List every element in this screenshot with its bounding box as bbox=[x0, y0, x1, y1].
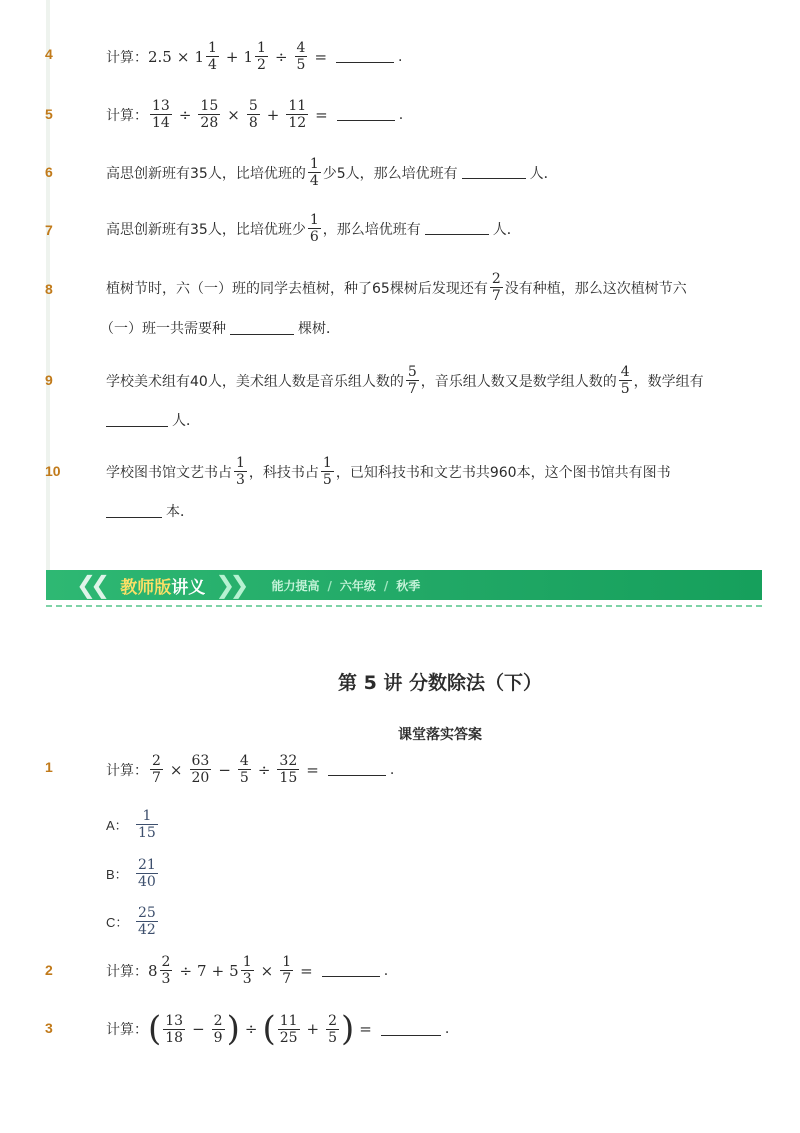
right-paren: ) bbox=[226, 1009, 240, 1049]
option-label: B： bbox=[106, 867, 128, 882]
operator: ÷ bbox=[244, 1020, 258, 1038]
text: 人． bbox=[172, 413, 200, 429]
question-text-line-2 bbox=[100, 318, 340, 338]
whole-part: 8 bbox=[148, 961, 158, 980]
answer-blank[interactable] bbox=[337, 108, 395, 121]
text: 高思创新班有35人，比培优班的 bbox=[106, 165, 306, 182]
operator: × bbox=[176, 47, 190, 66]
denominator: 15 bbox=[138, 825, 156, 841]
separator: / bbox=[383, 578, 389, 593]
banner-sub-term: 秋季 bbox=[396, 578, 421, 593]
operator: ÷ bbox=[274, 47, 288, 66]
text: （一）班一共需要种 bbox=[100, 321, 226, 337]
fraction bbox=[619, 364, 632, 397]
text: 人． bbox=[529, 165, 558, 182]
denominator: 3 bbox=[236, 472, 245, 488]
fraction bbox=[278, 1013, 300, 1046]
prefix: 计算： bbox=[106, 762, 148, 779]
denominator: 4 bbox=[309, 173, 319, 189]
answer-blank[interactable] bbox=[462, 166, 526, 179]
answer-blank[interactable] bbox=[425, 222, 489, 235]
numerator: 32 bbox=[279, 753, 298, 769]
fraction bbox=[255, 40, 268, 73]
question-text bbox=[106, 1009, 450, 1049]
denominator: 9 bbox=[213, 1029, 223, 1046]
separator: / bbox=[327, 578, 332, 593]
question-text bbox=[106, 98, 403, 131]
right-paren: ) bbox=[341, 1009, 355, 1049]
numerator: 2 bbox=[161, 954, 171, 970]
operator: = bbox=[359, 1020, 372, 1038]
denominator: 14 bbox=[152, 115, 170, 131]
left-paren: ( bbox=[148, 1009, 162, 1049]
numerator: 11 bbox=[288, 98, 307, 114]
fraction bbox=[247, 98, 260, 131]
fraction bbox=[326, 1013, 339, 1046]
option-b[interactable] bbox=[106, 857, 160, 890]
text: 棵树． bbox=[298, 321, 340, 337]
denominator: 6 bbox=[309, 229, 319, 245]
question-number: 3 bbox=[45, 1020, 53, 1036]
numerator: 5 bbox=[248, 98, 258, 114]
section-title: 课堂落实答案 bbox=[398, 727, 482, 743]
banner-subtitle bbox=[271, 577, 420, 594]
text: 少5人，那么培优班有 bbox=[322, 165, 458, 182]
banner-title-a: 教师版 bbox=[120, 577, 172, 598]
numerator: 2 bbox=[213, 1012, 223, 1029]
text: 人． bbox=[492, 221, 521, 238]
operator: + bbox=[266, 105, 280, 124]
question-text-line-1 bbox=[106, 364, 704, 397]
denominator: 7 bbox=[152, 770, 161, 786]
math-term: 2.5 bbox=[148, 47, 172, 66]
numerator: 1 bbox=[257, 40, 266, 56]
numerator: 4 bbox=[620, 364, 630, 380]
denominator: 4 bbox=[207, 57, 217, 73]
left-paren: ( bbox=[262, 1009, 276, 1049]
text: ，已知科技书和文艺书共960本，这个图书馆共有图书 bbox=[335, 464, 671, 481]
suffix: . bbox=[398, 106, 404, 123]
fraction bbox=[150, 753, 163, 786]
numerator: 4 bbox=[239, 753, 249, 769]
whole-part: 1 bbox=[243, 47, 254, 66]
banner-sub-level: 能力提高 bbox=[271, 578, 320, 593]
whole-part: 1 bbox=[194, 47, 204, 66]
question-number: 8 bbox=[45, 281, 53, 297]
fraction bbox=[163, 1013, 185, 1046]
question-text bbox=[106, 954, 388, 987]
numerator: 5 bbox=[407, 364, 417, 380]
right-chevrons-icon: ❯❯ bbox=[215, 571, 244, 599]
question-text-line-1 bbox=[106, 455, 671, 488]
option-a[interactable] bbox=[106, 808, 160, 841]
numerator: 1 bbox=[309, 156, 319, 172]
math-term: 7 bbox=[197, 961, 207, 980]
prefix: 计算： bbox=[106, 963, 148, 980]
question-number: 9 bbox=[45, 372, 53, 388]
text: ，那么培优班有 bbox=[322, 221, 421, 238]
denominator: 5 bbox=[322, 472, 332, 488]
numerator: 4 bbox=[296, 40, 306, 56]
numerator: 13 bbox=[165, 1012, 184, 1029]
fraction bbox=[136, 857, 158, 890]
answer-blank[interactable] bbox=[328, 763, 386, 776]
denominator: 5 bbox=[239, 770, 249, 786]
denominator: 15 bbox=[279, 770, 298, 786]
text: ，音乐组人数又是数学组人数的 bbox=[420, 373, 617, 390]
denominator: 5 bbox=[328, 1029, 338, 1046]
denominator: 5 bbox=[620, 381, 630, 397]
numerator: 1 bbox=[236, 455, 245, 471]
operator: ÷ bbox=[179, 961, 193, 980]
answer-blank[interactable] bbox=[322, 964, 380, 977]
fraction bbox=[286, 98, 308, 131]
question-number: 5 bbox=[45, 106, 53, 122]
fraction bbox=[295, 40, 308, 73]
question-number: 1 bbox=[45, 759, 53, 775]
option-label: A： bbox=[106, 818, 128, 833]
text: ，数学组有 bbox=[633, 373, 704, 390]
banner-title-b: 讲义 bbox=[171, 577, 206, 598]
numerator: 15 bbox=[200, 98, 219, 114]
section-banner bbox=[46, 570, 762, 600]
question-text bbox=[106, 753, 394, 786]
fraction bbox=[321, 455, 334, 488]
answer-blank[interactable] bbox=[336, 50, 394, 63]
operator: = bbox=[314, 47, 328, 66]
denominator: 20 bbox=[191, 770, 210, 786]
prefix: 计算： bbox=[106, 49, 148, 66]
operator: × bbox=[227, 105, 240, 124]
answer-blank[interactable] bbox=[106, 505, 162, 518]
question-number: 10 bbox=[45, 463, 61, 479]
dashed-divider bbox=[46, 605, 762, 607]
operator: + bbox=[225, 47, 239, 66]
denominator: 42 bbox=[138, 922, 156, 938]
banner-title bbox=[120, 573, 205, 598]
left-chevrons-icon: ❮❮ bbox=[76, 571, 105, 599]
numerator: 2 bbox=[328, 1012, 338, 1029]
question-number: 7 bbox=[45, 222, 53, 238]
question-text bbox=[106, 212, 521, 245]
fraction bbox=[308, 212, 321, 245]
numerator: 25 bbox=[138, 905, 156, 921]
operator: − bbox=[218, 760, 231, 779]
numerator: 1 bbox=[242, 954, 252, 970]
operator: = bbox=[306, 760, 319, 779]
numerator: 2 bbox=[491, 271, 501, 287]
fraction bbox=[238, 753, 251, 786]
denominator: 18 bbox=[165, 1029, 184, 1046]
prefix: 计算： bbox=[106, 107, 148, 124]
numerator: 21 bbox=[138, 857, 156, 873]
fraction bbox=[234, 455, 247, 488]
text: 没有种植，那么这次植树节六 bbox=[504, 280, 687, 297]
question-text-line-1 bbox=[106, 271, 687, 304]
fraction bbox=[212, 1013, 225, 1046]
numerator: 13 bbox=[152, 98, 170, 114]
text: 高思创新班有35人，比培优班少 bbox=[106, 221, 306, 238]
fraction bbox=[198, 98, 220, 131]
numerator: 1 bbox=[282, 954, 292, 970]
option-c[interactable] bbox=[106, 905, 160, 938]
denominator: 40 bbox=[138, 874, 156, 890]
numerator: 1 bbox=[322, 455, 332, 471]
numerator: 2 bbox=[152, 753, 161, 769]
operator: ÷ bbox=[178, 105, 192, 124]
denominator: 25 bbox=[279, 1029, 298, 1046]
fraction bbox=[406, 364, 419, 397]
fraction bbox=[241, 954, 254, 987]
answer-blank[interactable] bbox=[381, 1023, 441, 1036]
numerator: 11 bbox=[279, 1012, 298, 1029]
banner-sub-grade: 六年级 bbox=[339, 578, 376, 593]
denominator: 7 bbox=[491, 288, 501, 304]
suffix: . bbox=[444, 1021, 450, 1037]
numerator: 1 bbox=[207, 40, 217, 56]
fraction bbox=[160, 954, 173, 987]
denominator: 7 bbox=[407, 381, 417, 397]
fraction bbox=[150, 98, 172, 131]
operator: = bbox=[315, 105, 328, 124]
lesson-title: 第 5 讲 分数除法（下） bbox=[337, 672, 543, 694]
denominator: 7 bbox=[282, 971, 292, 987]
operator: × bbox=[260, 961, 274, 980]
fraction bbox=[280, 954, 293, 987]
question-number: 2 bbox=[45, 962, 53, 978]
denominator: 3 bbox=[161, 971, 171, 987]
question-text bbox=[106, 40, 402, 73]
fraction bbox=[206, 40, 219, 73]
fraction bbox=[308, 156, 321, 189]
answer-blank[interactable] bbox=[106, 414, 168, 427]
denominator: 5 bbox=[296, 57, 306, 73]
text: ，科技书占 bbox=[248, 464, 319, 481]
prefix: 计算： bbox=[106, 1022, 148, 1038]
operator: × bbox=[169, 760, 183, 779]
option-label: C： bbox=[106, 915, 129, 930]
denominator: 28 bbox=[200, 115, 219, 131]
denominator: 2 bbox=[257, 57, 266, 73]
question-text-line-2 bbox=[106, 501, 194, 521]
question-number: 6 bbox=[45, 164, 53, 180]
fraction bbox=[490, 271, 503, 304]
operator: + bbox=[211, 961, 225, 980]
text: 学校美术组有40人，美术组人数是音乐组人数的 bbox=[106, 373, 404, 390]
suffix: . bbox=[383, 962, 389, 979]
suffix: . bbox=[389, 761, 395, 778]
numerator: 1 bbox=[309, 212, 319, 228]
operator: + bbox=[306, 1020, 320, 1038]
fraction bbox=[277, 753, 299, 786]
fraction bbox=[190, 753, 212, 786]
text: 植树节时，六（一）班的同学去植树，种了65棵树后发现还有 bbox=[106, 280, 488, 297]
whole-part: 5 bbox=[229, 961, 239, 980]
fraction bbox=[136, 905, 158, 938]
denominator: 12 bbox=[288, 115, 307, 131]
operator: ÷ bbox=[257, 760, 271, 779]
suffix: . bbox=[398, 48, 403, 65]
question-number: 4 bbox=[45, 46, 53, 62]
question-text bbox=[106, 156, 558, 189]
numerator: 1 bbox=[142, 808, 152, 824]
denominator: 8 bbox=[248, 115, 258, 131]
operator: − bbox=[192, 1020, 205, 1038]
numerator: 63 bbox=[191, 753, 210, 769]
question-text-line-2 bbox=[106, 410, 200, 430]
denominator: 3 bbox=[242, 971, 252, 987]
fraction bbox=[136, 808, 158, 841]
text: 学校图书馆文艺书占 bbox=[106, 464, 232, 481]
text: 本． bbox=[166, 504, 194, 520]
answer-blank[interactable] bbox=[230, 322, 294, 335]
operator: = bbox=[300, 961, 313, 980]
